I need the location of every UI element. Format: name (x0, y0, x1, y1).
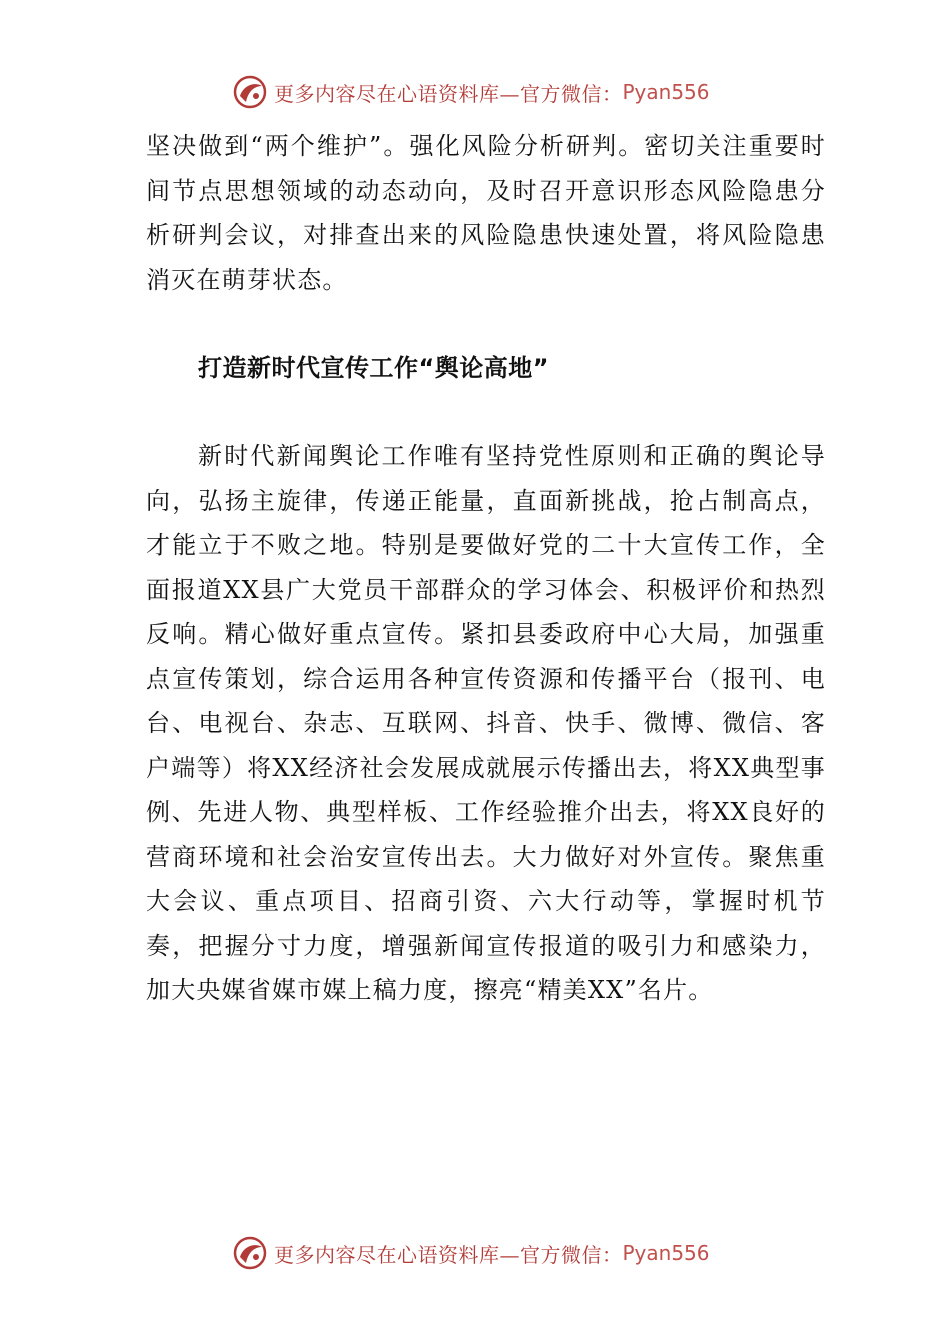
document-body (146, 124, 826, 1013)
watermark-handle: Pyan556 (622, 1241, 710, 1265)
section-heading: 打造新时代宣传工作“舆论高地” (198, 354, 550, 382)
header-watermark (232, 72, 710, 112)
spacer (146, 390, 826, 434)
watermark-text: 更多内容尽在心语资料库—官方微信： (274, 81, 623, 106)
paragraph-2: 新时代新闻舆论工作唯有坚持党性原则和正确的舆论导向，弘扬主旋律，传递正能量，直面新挑战，抢占制高点，才能立于不败之地。特别是要做好党的二十大宣传工作，全面报道XX县广大党员干部群众的学习体会、积极评价和热烈反响。精心做好重点宣传。紧扣县委政府中心大局，加强重点宣传策划，综合运用各种宣传资源和传播平台（报刊、电台、电视台、杂志、互联网、抖音、快手、微博、微信、客户端等）将XX经济社会发展成就展示传播出去，将XX典型事例、先进人物、典型样板、工作经验推介出去，将XX良好的营商环境和社会治安宣传出去。大力做好对外宣传。聚焦重大会议、重点项目、招商引资、六大行动等，掌握时机节奏，把握分寸力度，增强新闻宣传报道的吸引力和感染力，加大央媒省媒市媒上稿力度，擦亮“精美XX”名片。 (146, 442, 826, 1004)
brand-logo-icon (232, 1235, 268, 1271)
brand-logo-icon (232, 74, 268, 110)
footer-watermark (232, 1233, 710, 1273)
spacer (146, 302, 826, 346)
watermark-handle: Pyan556 (622, 80, 710, 104)
paragraph-1: 坚决做到“两个维护”。强化风险分析研判。密切关注重要时间节点思想领域的动态动向，及时召开意识形态风险隐患分析研判会议，对排查出来的风险隐患快速处置，将风险隐患消灭在萌芽状态。 (146, 132, 826, 294)
watermark-text: 更多内容尽在心语资料库—官方微信： (274, 1242, 623, 1267)
